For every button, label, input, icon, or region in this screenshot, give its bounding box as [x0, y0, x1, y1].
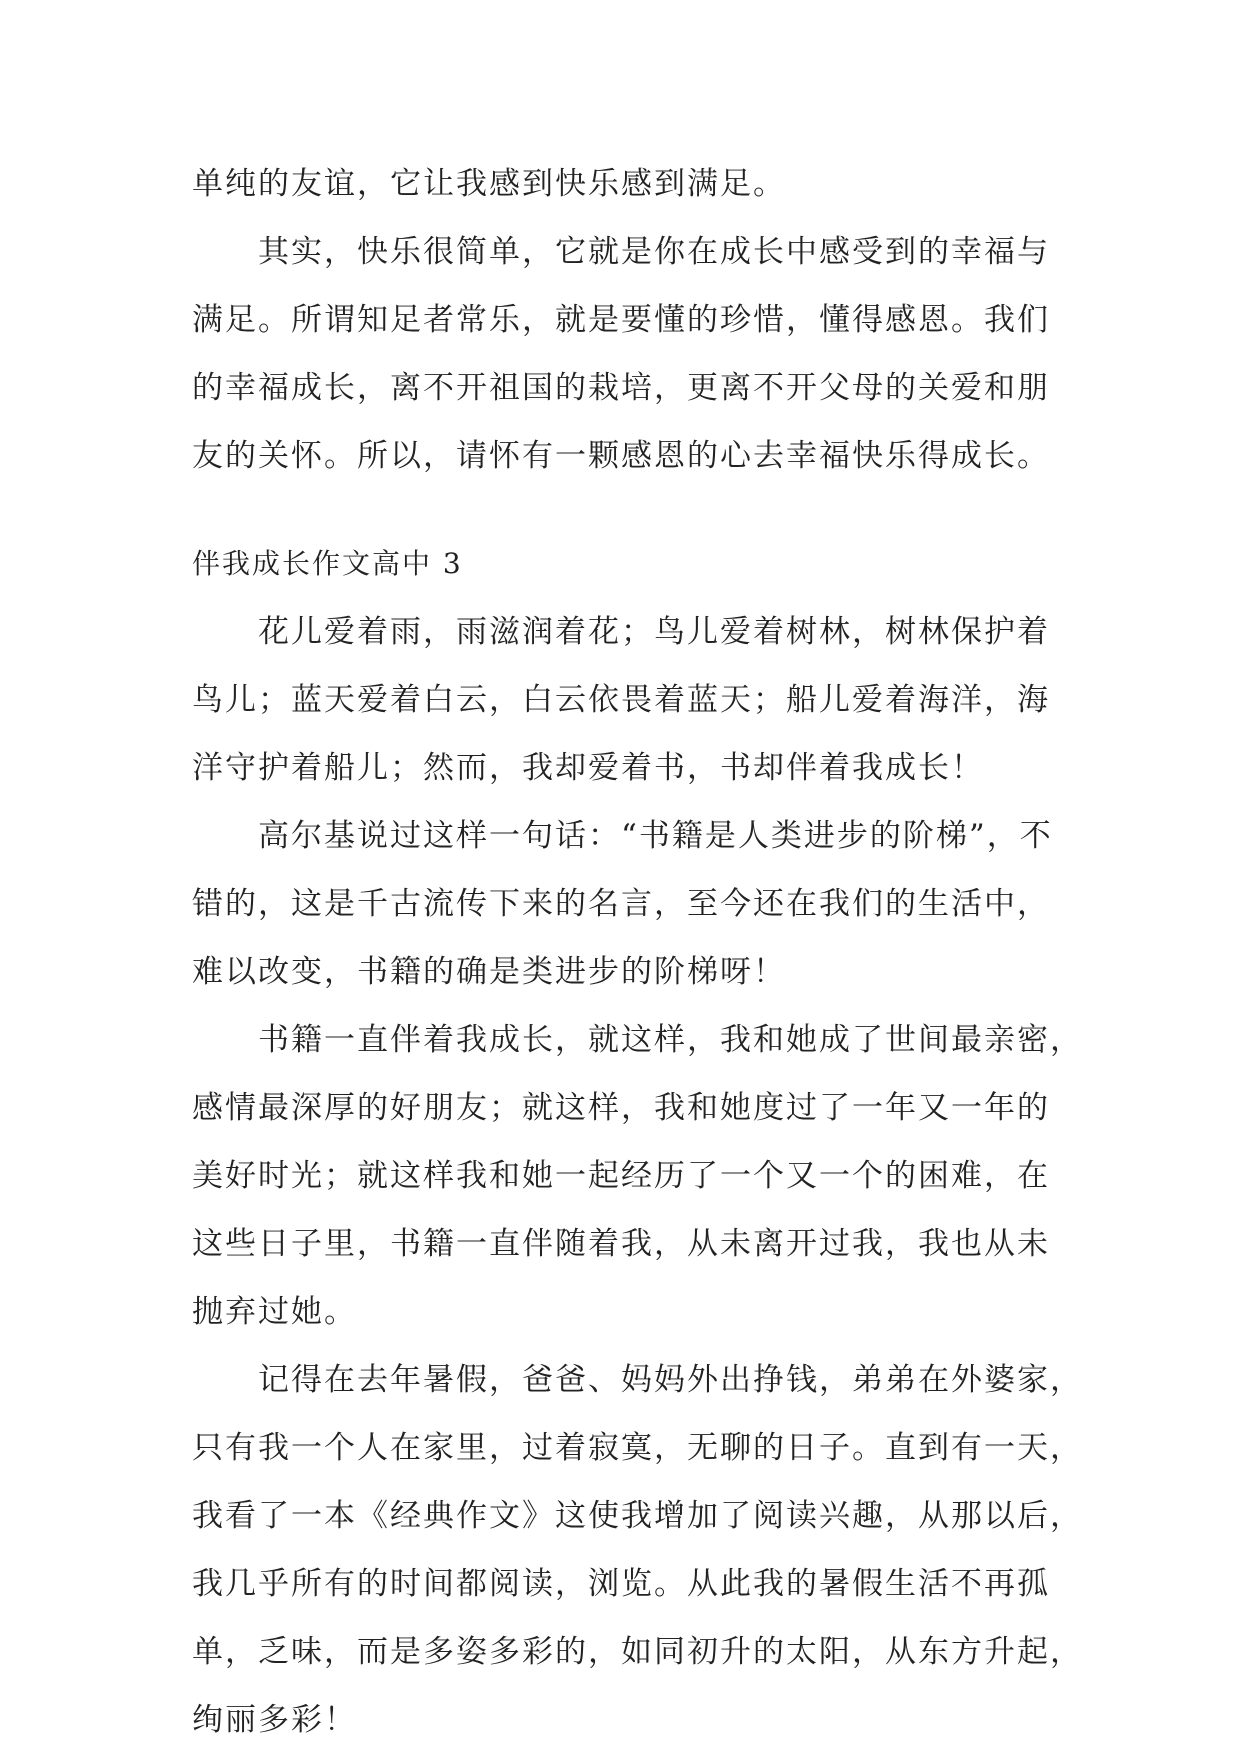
- text-line: 书籍一直伴着我成长，就这样，我和她成了世间最亲密，: [258, 1022, 1083, 1058]
- text-line: 记得在去年暑假，爸爸、妈妈外出挣钱，弟弟在外婆家，: [258, 1362, 1083, 1398]
- paragraph: [192, 218, 1054, 490]
- text-line: 其实，快乐很简单，它就是你在成长中感受到的幸福与: [258, 234, 1050, 270]
- text-line: 的幸福成长，离不开祖国的栽培，更离不开父母的关爱和朋: [192, 370, 1050, 406]
- document-page: [192, 150, 1083, 1754]
- text-line: 单，乏味，而是多姿多彩的，如同初升的太阳，从东方升起，: [192, 1634, 1083, 1670]
- text-line: 鸟儿；蓝天爱着白云，白云依畏着蓝天；船儿爱着海洋，海: [192, 682, 1050, 718]
- text-line: 花儿爱着雨，雨滋润着花；鸟儿爱着树林，树林保护着: [258, 614, 1050, 650]
- text-line: 我几乎所有的时间都阅读，浏览。从此我的暑假生活不再孤: [192, 1566, 1050, 1602]
- text-line: 单纯的友谊，它让我感到快乐感到满足。: [192, 166, 786, 202]
- text-line: 这些日子里，书籍一直伴随着我，从未离开过我，我也从未: [192, 1226, 1050, 1262]
- text-line: 只有我一个人在家里，过着寂寞，无聊的日子。直到有一天，: [192, 1430, 1083, 1466]
- section-title: 伴我成长作文高中 3: [192, 547, 463, 580]
- text-line: 我看了一本《经典作文》这使我增加了阅读兴趣，从那以后，: [192, 1498, 1083, 1534]
- text-line: 难以改变，书籍的确是类进步的阶梯呀！: [192, 954, 786, 990]
- section-spacer: [192, 490, 1054, 530]
- text-line: 洋守护着船儿；然而，我却爱着书，书却伴着我成长！: [192, 750, 984, 786]
- text-line: 抛弃过她。: [192, 1294, 357, 1330]
- text-line: 绚丽多彩！: [192, 1702, 357, 1738]
- text-line: 错的，这是千古流传下来的名言，至今还在我们的生活中，: [192, 886, 1050, 922]
- paragraph-continuation: [192, 150, 1054, 218]
- text-line: 友的关怀。所以，请怀有一颗感恩的心去幸福快乐得成长。: [192, 438, 1050, 474]
- paragraph: [192, 802, 1054, 1006]
- text-line: 美好时光；就这样我和她一起经历了一个又一个的困难，在: [192, 1158, 1050, 1194]
- text-line: 高尔基说过这样一句话：“书籍是人类进步的阶梯”，不: [258, 818, 1053, 854]
- text-line: 满足。所谓知足者常乐，就是要懂的珍惜，懂得感恩。我们: [192, 302, 1050, 338]
- paragraph: [192, 1006, 1083, 1346]
- text-line: 感情最深厚的好朋友；就这样，我和她度过了一年又一年的: [192, 1090, 1050, 1126]
- paragraph: [192, 598, 1054, 802]
- paragraph: [192, 1346, 1083, 1754]
